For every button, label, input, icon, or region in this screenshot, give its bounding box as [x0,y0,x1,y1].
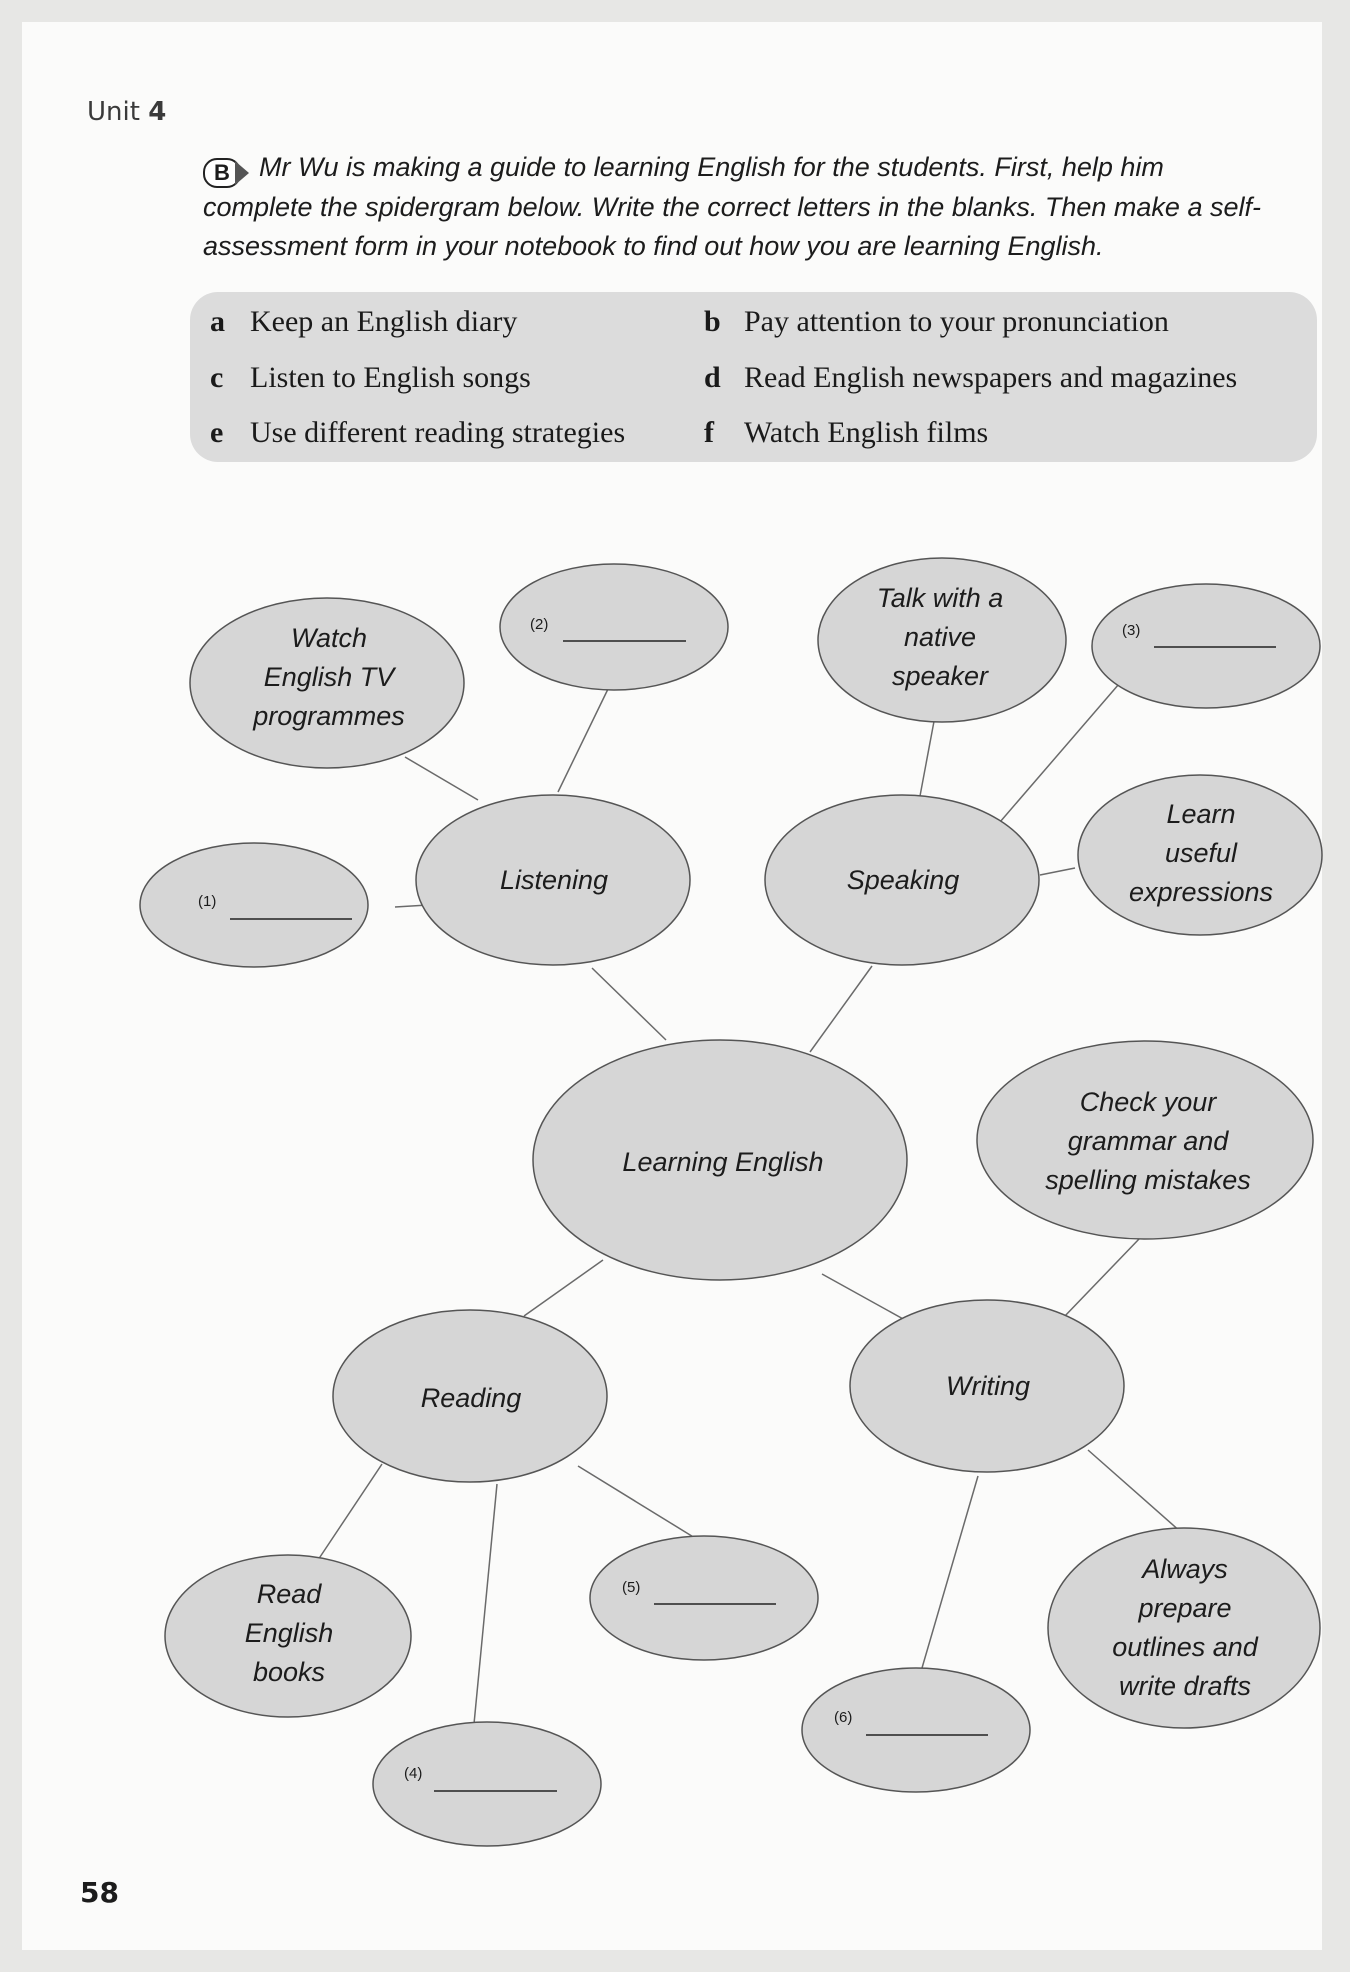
line-learn-speaking [1040,868,1075,875]
check-line3: spelling mistakes [1045,1165,1251,1195]
option-text: Pay attention to your pronunciation [744,305,1169,338]
branch-writing: Writing [945,1371,1031,1401]
unit-number: 4 [148,97,167,127]
option-key: d [704,361,721,394]
learn-line3: expressions [1128,877,1274,907]
option-key: a [210,305,225,338]
prepare-line1: Always [1142,1554,1228,1584]
bubble-blank-6 [802,1668,1030,1792]
unit-word: Unit [87,97,140,127]
instruction-text: Mr Wu is making a guide to learning English for the students. First, help him complete the spidergram below. Write the correct letters in the blanks. Then make a self-assessment form in your notebook to find out how you are learning English. [203,152,1261,261]
talk-native-line1: Talk with a [876,583,1004,613]
line-check-writing [1063,1238,1140,1318]
prepare-line3: outlines and [1112,1632,1258,1662]
prepare-line4: write drafts [1118,1671,1252,1701]
bubble-blank-4 [373,1722,601,1846]
option-text: Keep an English diary [250,305,518,338]
learn-line1: Learn [1166,799,1236,829]
line-speaking-center [810,966,872,1052]
learn-line2: useful [1164,838,1238,868]
page-number: 58 [80,1876,119,1909]
branch-speaking: Speaking [846,865,960,895]
line-writing-prepare [1088,1450,1190,1540]
blank-2-number: (2) [530,616,549,633]
option-key: f [704,416,714,449]
option-text: Listen to English songs [250,361,531,394]
check-line2: grammar and [1067,1126,1229,1156]
line-watch-listening [405,757,478,800]
watch-tv-line3: programmes [253,701,405,731]
line-reading-books [318,1464,382,1560]
check-line1: Check your [1079,1087,1217,1117]
option-key: b [704,305,721,338]
watch-tv-line1: Watch [290,623,368,653]
bubble-blank-5 [590,1536,818,1660]
line-listening-center [592,968,666,1040]
option-text: Use different reading strategies [250,416,626,449]
line-center-writing [822,1274,905,1320]
blank-3-number: (3) [1122,622,1141,639]
line-talk-speaking [920,716,935,796]
prepare-line2: prepare [1138,1593,1232,1623]
branch-reading: Reading [420,1383,522,1413]
line-writing-blank6 [922,1476,978,1668]
line-reading-blank5 [578,1466,695,1538]
blank-6-number: (6) [834,1709,853,1726]
option-text: Read English newspapers and magazines [744,361,1238,394]
talk-native-line2: native [903,622,977,652]
option-text: Watch English films [744,416,989,449]
bubble-blank-3 [1092,584,1320,708]
watch-tv-line2: English TV [263,662,395,692]
blank-1-number: (1) [198,893,217,910]
line-reading-blank4 [474,1484,497,1724]
center-label: Learning English [622,1147,824,1177]
option-key: c [210,361,224,394]
read-books-line2: English [244,1618,334,1648]
talk-native-line3: speaker [891,661,989,691]
read-books-line3: books [252,1657,326,1687]
bubble-blank-1 [140,843,368,967]
line-center-reading [524,1260,603,1316]
blank-5-number: (5) [622,1579,641,1596]
read-books-line1: Read [256,1579,322,1609]
blank-4-number: (4) [404,1765,423,1782]
exercise-letter: B [203,158,241,188]
branch-listening: Listening [499,865,609,895]
option-key: e [210,416,224,449]
line-blank2-listening [558,689,608,792]
